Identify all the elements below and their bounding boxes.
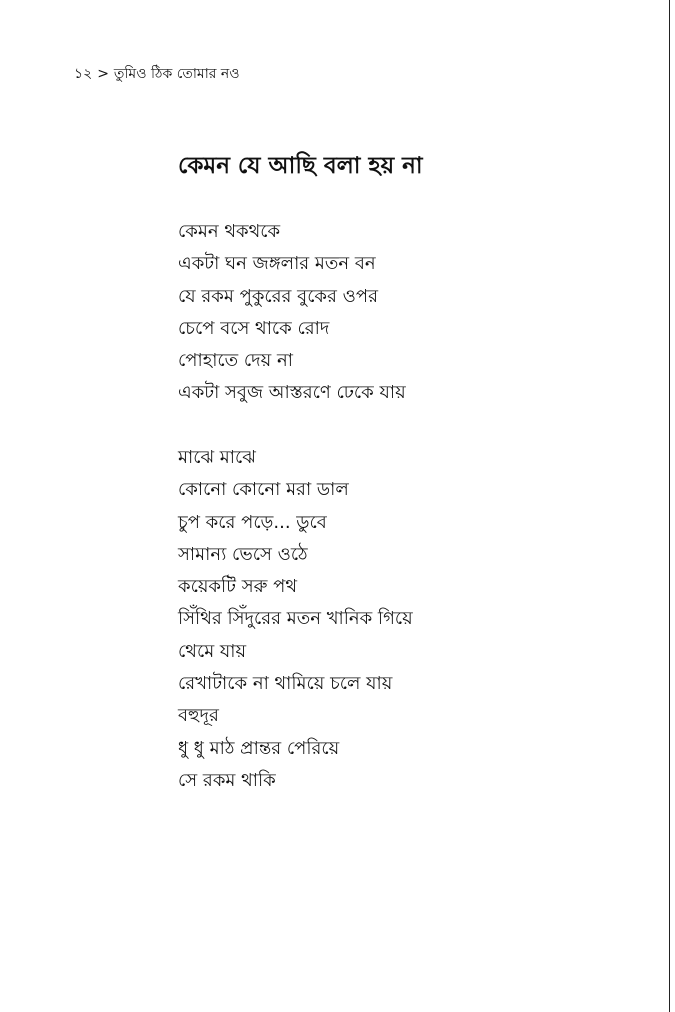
poem-line: ধু ধু মাঠ প্রান্তর পেরিয়ে	[178, 737, 340, 759]
poem-line: সামান্য ভেসে ওঠে	[178, 543, 308, 565]
page-edge-line	[669, 0, 670, 1012]
running-header	[74, 64, 240, 84]
poem-line: কোনো কোনো মরা ডাল	[178, 479, 349, 501]
poem-line: সে রকম থাকি	[178, 769, 276, 791]
poem-title: কেমন যে আছি বলা হয় না	[178, 153, 423, 179]
poem-line: চেপে বসে থাকে রোদ	[178, 317, 330, 339]
header-separator: >	[97, 66, 109, 82]
poem-line: বহুদূর	[178, 705, 219, 727]
poem-line: পোহাতে দেয় না	[178, 350, 293, 372]
poem-line: চুপ করে পড়ে... ডুবে	[178, 511, 327, 533]
poem-line: সিঁথির সিঁদুরের মতন খানিক গিয়ে	[178, 608, 413, 630]
poem-line: কয়েকটি সরু পথ	[178, 576, 297, 598]
poem-line: একটা সবুজ আস্তরণে ঢেকে যায়	[178, 382, 406, 404]
book-title: তুমিও ঠিক তোমার নও	[113, 66, 240, 82]
poem-line: যে রকম পুকুরের বুকের ওপর	[178, 285, 379, 307]
poem-line: একটা ঘন জঙ্গলার মতন বন	[178, 253, 376, 275]
poem-line: থেমে যায়	[178, 640, 247, 662]
page-number: ১২	[74, 66, 93, 82]
stanza-2	[178, 442, 413, 797]
poem-line: মাঝে মাঝে	[178, 447, 256, 468]
poem-line: রেখাটাকে না থামিয়ে চলে যায়	[178, 673, 393, 695]
poem-line: কেমন থকথকে	[178, 221, 281, 242]
stanza-1	[178, 216, 406, 410]
